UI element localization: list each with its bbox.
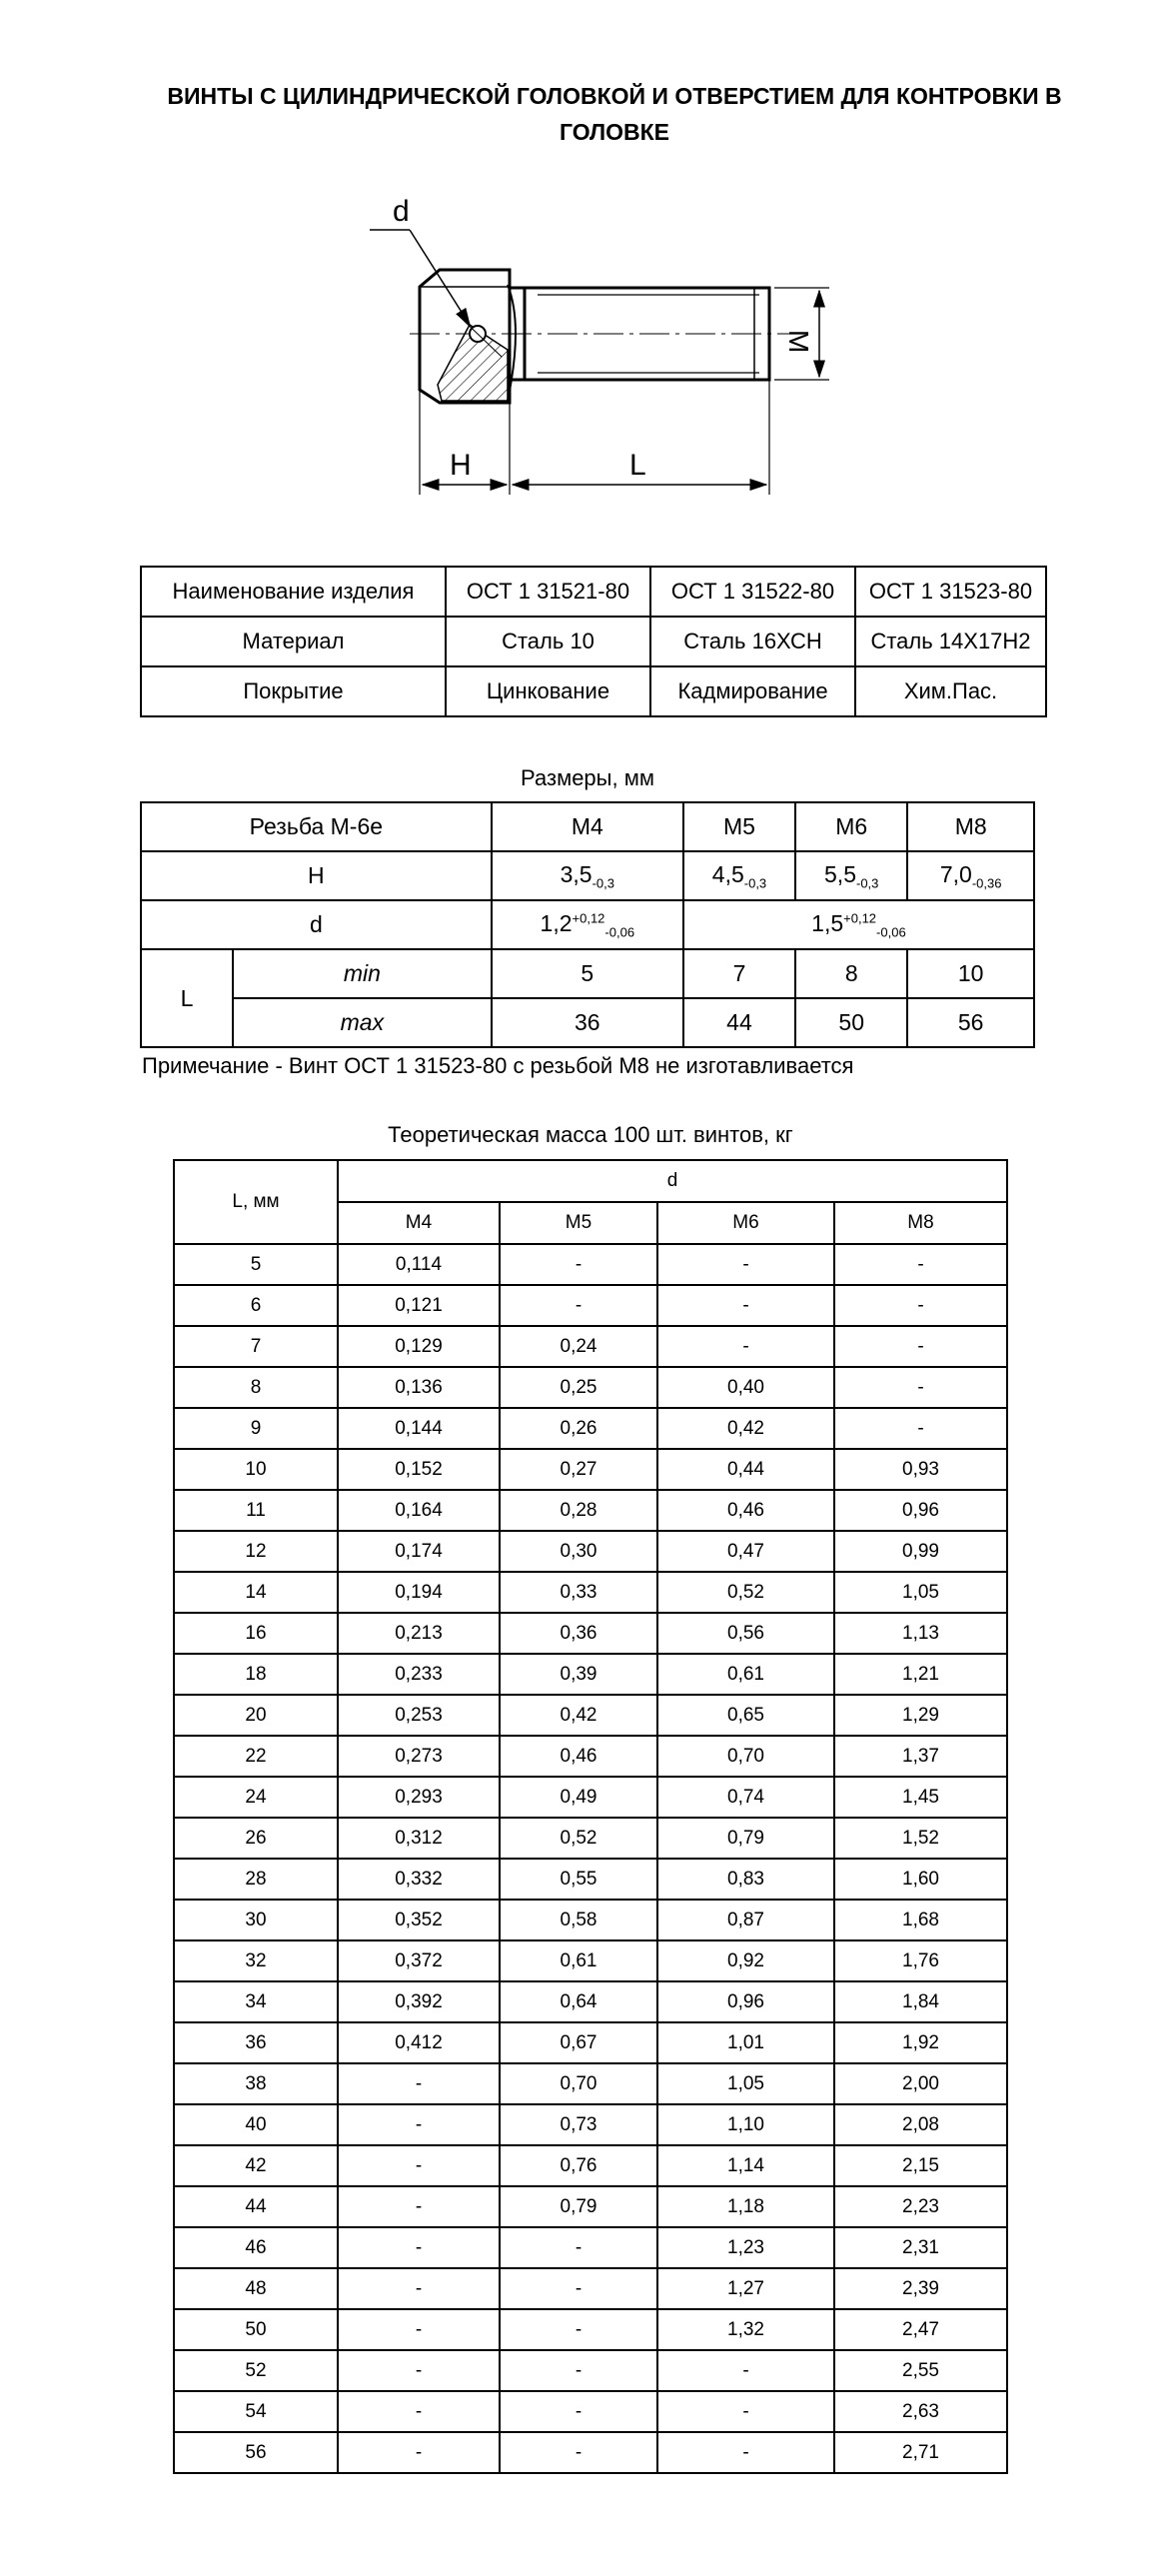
dimensions-table <box>140 801 1035 1048</box>
mass-cell: 0,76 <box>500 2145 657 2186</box>
mass-cell: 0,92 <box>657 1940 834 1981</box>
table-row <box>174 1244 1007 1285</box>
mass-cell: - <box>338 2104 500 2145</box>
mass-cell: 2,71 <box>834 2432 1007 2473</box>
mass-cell: 0,129 <box>338 1326 500 1367</box>
length-cell: 46 <box>174 2227 338 2268</box>
table-row <box>174 1408 1007 1449</box>
length-cell: 28 <box>174 1859 338 1900</box>
mass-cell: - <box>834 1326 1007 1367</box>
mass-cell: - <box>500 2432 657 2473</box>
mass-cell: 1,92 <box>834 2022 1007 2063</box>
table-row <box>174 2309 1007 2350</box>
length-cell: 5 <box>174 1244 338 1285</box>
mass-cell: 0,47 <box>657 1531 834 1572</box>
mass-cell: 2,55 <box>834 2350 1007 2391</box>
mass-cell: 1,45 <box>834 1777 1007 1818</box>
mass-cell: - <box>657 1285 834 1326</box>
l-min-value: 8 <box>795 949 907 998</box>
info-row-label: Материал <box>141 617 446 666</box>
info-cell: ОСТ 1 31523-80 <box>855 567 1046 617</box>
mass-cell: 1,14 <box>657 2145 834 2186</box>
h-value: $5,5_{-0,3}$ <box>795 851 907 900</box>
info-cell: Сталь 16ХСН <box>650 617 855 666</box>
mass-cell: 1,29 <box>834 1695 1007 1736</box>
d-header: d <box>338 1160 1007 1202</box>
length-cell: 50 <box>174 2309 338 2350</box>
mass-cell: 0,96 <box>834 1490 1007 1531</box>
mass-cell: 0,52 <box>500 1818 657 1859</box>
h-value: $4,5_{-0,3}$ <box>683 851 795 900</box>
mass-cell: 1,60 <box>834 1859 1007 1900</box>
info-cell: Цинкование <box>446 666 650 716</box>
info-row-label: Наименование изделия <box>141 567 446 617</box>
info-cell: Кадмирование <box>650 666 855 716</box>
mass-cell: 0,213 <box>338 1613 500 1654</box>
length-cell: 48 <box>174 2268 338 2309</box>
table-row <box>174 1654 1007 1695</box>
product-info-table <box>140 566 1047 717</box>
mass-cell: 0,65 <box>657 1695 834 1736</box>
mass-cell: 0,33 <box>500 1572 657 1613</box>
mass-cell: - <box>338 2350 500 2391</box>
thread-label: Резьба М-6е <box>141 802 492 851</box>
mass-cell: 0,96 <box>657 1981 834 2022</box>
table-row <box>174 1326 1007 1367</box>
table-row <box>174 2022 1007 2063</box>
d-value: $1,5^{+0,12}_{-0,06}$ <box>683 900 1034 949</box>
mass-cell: - <box>338 2309 500 2350</box>
l-min-value: 10 <box>907 949 1034 998</box>
dimensions-caption: Размеры, мм <box>521 765 654 790</box>
mass-cell: 1,21 <box>834 1654 1007 1695</box>
length-cell: 32 <box>174 1940 338 1981</box>
mass-cell: 0,58 <box>500 1900 657 1940</box>
info-cell: Сталь 14Х17Н2 <box>855 617 1046 666</box>
mass-cell: - <box>338 2268 500 2309</box>
column-header: M5 <box>500 1202 657 1244</box>
mass-cell: 0,87 <box>657 1900 834 1940</box>
length-cell: 8 <box>174 1367 338 1408</box>
mass-cell: 0,26 <box>500 1408 657 1449</box>
table-row <box>174 1981 1007 2022</box>
info-cell: Хим.Пас. <box>855 666 1046 716</box>
max-label: max <box>233 998 492 1047</box>
table-row <box>174 2063 1007 2104</box>
table-row <box>174 1572 1007 1613</box>
l-max-value: 56 <box>907 998 1034 1047</box>
mass-cell: 0,233 <box>338 1654 500 1695</box>
length-cell: 52 <box>174 2350 338 2391</box>
label-d: d <box>393 195 410 228</box>
mass-cell: 0,152 <box>338 1449 500 1490</box>
mass-cell: 0,56 <box>657 1613 834 1654</box>
mass-cell: 0,79 <box>657 1818 834 1859</box>
mass-cell: 0,121 <box>338 1285 500 1326</box>
mass-cell: 1,05 <box>657 2063 834 2104</box>
table-row <box>174 1736 1007 1777</box>
mass-cell: 0,52 <box>657 1572 834 1613</box>
label-l: L <box>629 449 646 482</box>
h-value: $7,0_{-0,36}$ <box>907 851 1034 900</box>
table-row <box>174 1695 1007 1736</box>
length-cell: 24 <box>174 1777 338 1818</box>
length-cell: 30 <box>174 1900 338 1940</box>
thread-cell: M6 <box>795 802 907 851</box>
l-max-value: 36 <box>492 998 683 1047</box>
mass-cell: 0,412 <box>338 2022 500 2063</box>
length-cell: 56 <box>174 2432 338 2473</box>
table-row <box>174 2145 1007 2186</box>
mass-cell: 1,68 <box>834 1900 1007 1940</box>
mass-cell: 0,27 <box>500 1449 657 1490</box>
length-cell: 6 <box>174 1285 338 1326</box>
mass-cell: 1,27 <box>657 2268 834 2309</box>
table-row <box>174 1531 1007 1572</box>
mass-cell: 0,273 <box>338 1736 500 1777</box>
mass-cell: 1,32 <box>657 2309 834 2350</box>
length-cell: 11 <box>174 1490 338 1531</box>
d-value: $1,2^{+0,12}_{-0,06}$ <box>492 900 683 949</box>
mass-cell: 2,08 <box>834 2104 1007 2145</box>
label-m: M <box>783 330 814 354</box>
mass-cell: - <box>834 1244 1007 1285</box>
mass-cell: - <box>500 1285 657 1326</box>
info-row <box>141 617 1046 666</box>
l-header: L, мм <box>174 1160 338 1244</box>
mass-cell: 0,64 <box>500 1981 657 2022</box>
mass-cell: 0,24 <box>500 1326 657 1367</box>
mass-cell: 0,36 <box>500 1613 657 1654</box>
table-row <box>174 1940 1007 1981</box>
length-cell: 36 <box>174 2022 338 2063</box>
mass-cell: - <box>500 1244 657 1285</box>
mass-cell: 0,293 <box>338 1777 500 1818</box>
info-rows <box>141 567 1046 716</box>
length-cell: 54 <box>174 2391 338 2432</box>
mass-cell: 0,67 <box>500 2022 657 2063</box>
mass-cell: - <box>500 2227 657 2268</box>
mass-cell: - <box>500 2268 657 2309</box>
mass-cell: 0,392 <box>338 1981 500 2022</box>
table-row <box>174 1613 1007 1654</box>
mass-cell: - <box>657 1326 834 1367</box>
length-cell: 44 <box>174 2186 338 2227</box>
length-cell: 26 <box>174 1818 338 1859</box>
mass-cell: 0,174 <box>338 1531 500 1572</box>
mass-cell: - <box>500 2391 657 2432</box>
mass-cell: 0,73 <box>500 2104 657 2145</box>
table-row <box>174 2104 1007 2145</box>
mass-cell: 0,136 <box>338 1367 500 1408</box>
l-max-value: 50 <box>795 998 907 1047</box>
length-cell: 18 <box>174 1654 338 1695</box>
table-row <box>174 1367 1007 1408</box>
mass-cell: 2,47 <box>834 2309 1007 2350</box>
mass-cell: 1,76 <box>834 1940 1007 1981</box>
mass-cell: 0,44 <box>657 1449 834 1490</box>
info-row <box>141 666 1046 716</box>
info-row-label: Покрытие <box>141 666 446 716</box>
table-row <box>174 1449 1007 1490</box>
mass-cell: 1,23 <box>657 2227 834 2268</box>
mass-cell: 1,52 <box>834 1818 1007 1859</box>
length-cell: 14 <box>174 1572 338 1613</box>
info-row <box>141 567 1046 617</box>
table-row <box>174 1859 1007 1900</box>
mass-cell: 2,39 <box>834 2268 1007 2309</box>
h-label: H <box>141 851 492 900</box>
info-cell: ОСТ 1 31522-80 <box>650 567 855 617</box>
mass-cell: 0,61 <box>657 1654 834 1695</box>
h-value: $3,5_{-0,3}$ <box>492 851 683 900</box>
mass-cell: - <box>338 2227 500 2268</box>
mass-cell: 0,253 <box>338 1695 500 1736</box>
mass-cell: 0,312 <box>338 1818 500 1859</box>
mass-cell: 0,61 <box>500 1940 657 1981</box>
table-row <box>174 1900 1007 1940</box>
mass-cell: 0,25 <box>500 1367 657 1408</box>
mass-cell: 1,13 <box>834 1613 1007 1654</box>
mass-cell: 1,01 <box>657 2022 834 2063</box>
table-row <box>174 2186 1007 2227</box>
length-cell: 34 <box>174 1981 338 2022</box>
d-label: d <box>141 900 492 949</box>
mass-cell: 0,39 <box>500 1654 657 1695</box>
mass-cell: 0,194 <box>338 1572 500 1613</box>
mass-cell: 0,332 <box>338 1859 500 1900</box>
thread-cell: M8 <box>907 802 1034 851</box>
mass-cell: 1,10 <box>657 2104 834 2145</box>
mass-cell: 0,28 <box>500 1490 657 1531</box>
l-label: L <box>141 949 233 1047</box>
mass-cell: 2,15 <box>834 2145 1007 2186</box>
info-cell: Сталь 10 <box>446 617 650 666</box>
mass-cell: 0,49 <box>500 1777 657 1818</box>
l-min-value: 5 <box>492 949 683 998</box>
mass-cell: - <box>657 2432 834 2473</box>
mass-cell: 0,42 <box>500 1695 657 1736</box>
mass-caption: Теоретическая масса 100 шт. винтов, кг <box>388 1122 793 1147</box>
mass-cell: 0,46 <box>500 1736 657 1777</box>
mass-cell: - <box>500 2350 657 2391</box>
mass-cell: - <box>657 2350 834 2391</box>
thread-cell: M5 <box>683 802 795 851</box>
length-cell: 12 <box>174 1531 338 1572</box>
label-h: H <box>450 449 472 482</box>
mass-cell: 0,93 <box>834 1449 1007 1490</box>
mass-cell: 1,84 <box>834 1981 1007 2022</box>
length-cell: 10 <box>174 1449 338 1490</box>
mass-cell: - <box>338 2145 500 2186</box>
mass-rows <box>174 1244 1007 2473</box>
mass-cell: 0,352 <box>338 1900 500 1940</box>
table-row <box>174 2268 1007 2309</box>
mass-cell: 0,46 <box>657 1490 834 1531</box>
mass-cell: 0,99 <box>834 1531 1007 1572</box>
min-label: min <box>233 949 492 998</box>
mass-cell: - <box>657 2391 834 2432</box>
column-header: M4 <box>338 1202 500 1244</box>
l-min-value: 7 <box>683 949 795 998</box>
table-row <box>174 2350 1007 2391</box>
mass-cell: - <box>834 1408 1007 1449</box>
length-cell: 20 <box>174 1695 338 1736</box>
table-row <box>174 1818 1007 1859</box>
page-title: ВИНТЫ С ЦИЛИНДРИЧЕСКОЙ ГОЛОВКОЙ И ОТВЕРСТИЕМ ДЛЯ КОНТРОВКИ В ГОЛОВКЕ <box>167 83 1062 145</box>
mass-cell: - <box>834 1285 1007 1326</box>
column-header: M8 <box>834 1202 1007 1244</box>
mass-cell: 0,30 <box>500 1531 657 1572</box>
mass-cell: 2,63 <box>834 2391 1007 2432</box>
mass-cell: 0,70 <box>657 1736 834 1777</box>
length-cell: 40 <box>174 2104 338 2145</box>
length-cell: 16 <box>174 1613 338 1654</box>
table-row <box>174 2432 1007 2473</box>
mass-table <box>173 1159 1008 2474</box>
mass-cell: 0,55 <box>500 1859 657 1900</box>
mass-cell: - <box>338 2063 500 2104</box>
mass-cell: 0,114 <box>338 1244 500 1285</box>
mass-cell: 0,79 <box>500 2186 657 2227</box>
length-cell: 22 <box>174 1736 338 1777</box>
mass-cell: 2,23 <box>834 2186 1007 2227</box>
mass-cell: 1,37 <box>834 1736 1007 1777</box>
mass-cell: - <box>338 2432 500 2473</box>
mass-cell: 1,05 <box>834 1572 1007 1613</box>
table-row <box>174 1777 1007 1818</box>
mass-cell: 1,18 <box>657 2186 834 2227</box>
mass-cell: - <box>500 2309 657 2350</box>
mass-cell: 0,40 <box>657 1367 834 1408</box>
mass-cell: 0,164 <box>338 1490 500 1531</box>
mass-cell: - <box>338 2186 500 2227</box>
mass-cell: 0,144 <box>338 1408 500 1449</box>
mass-cell: 0,83 <box>657 1859 834 1900</box>
l-max-value: 44 <box>683 998 795 1047</box>
table-row <box>174 2227 1007 2268</box>
mass-cell: 0,70 <box>500 2063 657 2104</box>
thread-cell: M4 <box>492 802 683 851</box>
column-header: M6 <box>657 1202 834 1244</box>
mass-cell: 0,372 <box>338 1940 500 1981</box>
mass-cell: 2,31 <box>834 2227 1007 2268</box>
length-cell: 9 <box>174 1408 338 1449</box>
mass-cell: - <box>338 2391 500 2432</box>
mass-cell: - <box>834 1367 1007 1408</box>
mass-cell: 0,42 <box>657 1408 834 1449</box>
info-cell: ОСТ 1 31521-80 <box>446 567 650 617</box>
screw-drawing <box>330 185 859 525</box>
length-cell: 7 <box>174 1326 338 1367</box>
length-cell: 42 <box>174 2145 338 2186</box>
length-cell: 38 <box>174 2063 338 2104</box>
note-text: Примечание - Винт ОСТ 1 31523-80 с резьбой М8 не изготавливается <box>142 1053 854 1078</box>
table-row <box>174 2391 1007 2432</box>
table-row <box>174 1490 1007 1531</box>
mass-cell: - <box>657 1244 834 1285</box>
mass-cell: 2,00 <box>834 2063 1007 2104</box>
table-row <box>174 1285 1007 1326</box>
mass-cell: 0,74 <box>657 1777 834 1818</box>
